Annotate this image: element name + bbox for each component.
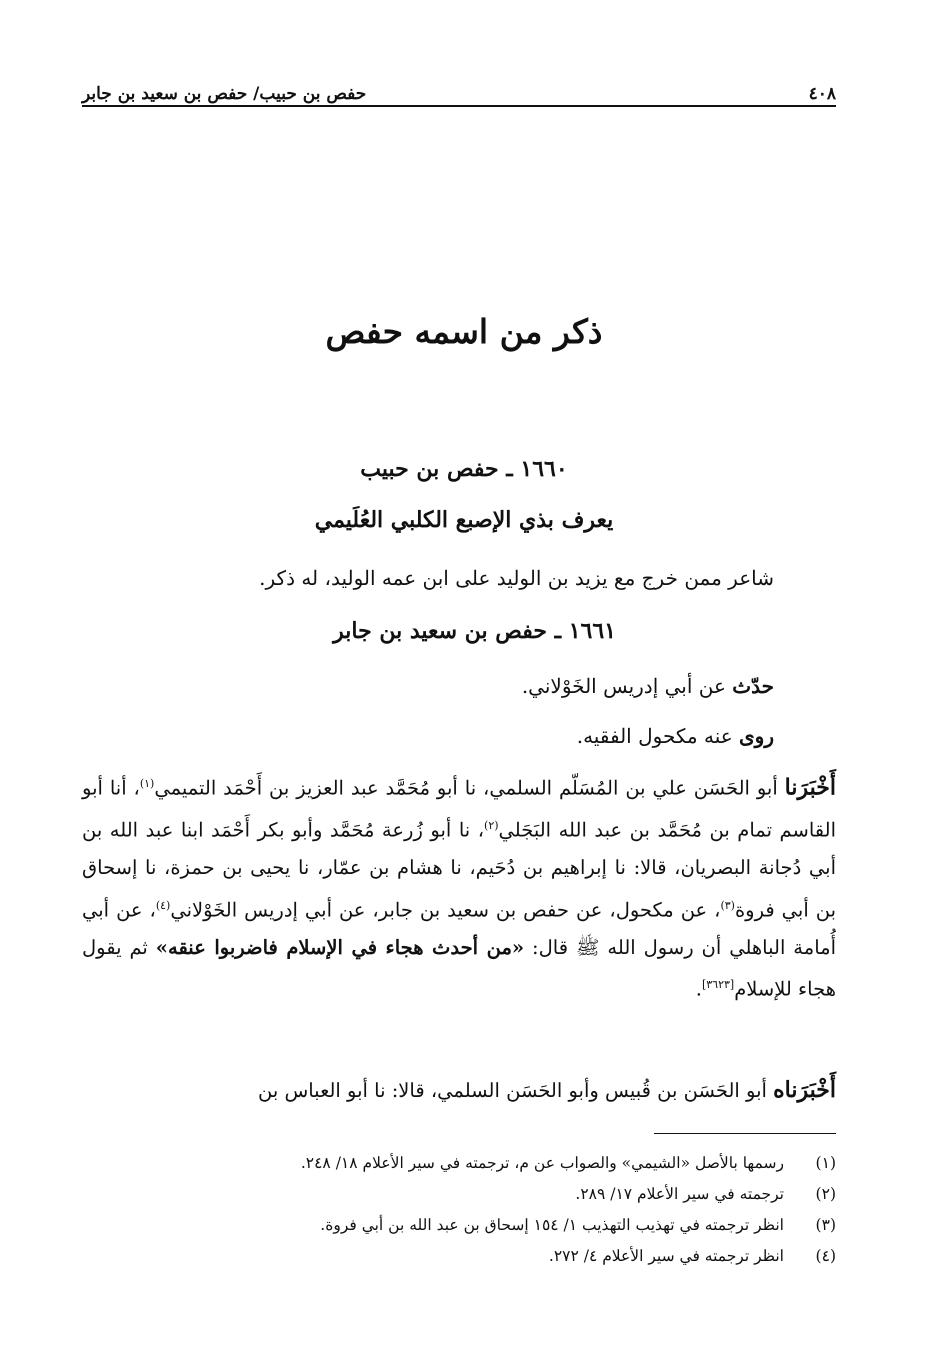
entry-1660-text: شاعر ممن خرج مع يزيد بن الوليد على ابن عمه الوليد، له ذكر. xyxy=(259,566,774,590)
footnote-ref-2: (٢) xyxy=(484,819,499,832)
entry-1661-heading: ١٦٦١ ـ حفص بن سعيد بن جابر xyxy=(333,618,616,644)
isnad-paragraph-2 xyxy=(82,1072,836,1110)
para1-lead: أَخْبَرَنا xyxy=(784,774,836,801)
hadith-text: «من أحدث هجاء في الإسلام فاضربوا عنقه» xyxy=(155,935,525,959)
footnote xyxy=(120,1241,836,1272)
footnote-ref-4: (٤) xyxy=(155,898,171,912)
footnote xyxy=(120,1179,836,1210)
narrated-lead: حدّث xyxy=(732,674,774,698)
footnote-text: انظر ترجمته في تهذيب التهذيب ١/ ١٥٤ إسحاق بن عبد الله بن أبي فروة. xyxy=(320,1216,784,1234)
entry-1661-line-transmitted xyxy=(577,724,774,748)
para1-text-f: ثم يقول هجاء للإسلام xyxy=(82,935,836,1001)
footnote-text: رسمها بالأصل «الشيمي» والصواب عن م، ترجمته في سير الأعلام ١٨/ ٢٤٨. xyxy=(300,1154,784,1172)
entry-1661-line-narrated xyxy=(522,674,774,698)
entry-1660-heading: ١٦٦٠ ـ حفص بن حبيب xyxy=(360,456,568,482)
footnotes xyxy=(120,1148,836,1272)
footnote-number: (٣) xyxy=(815,1216,836,1234)
para2-lead: أَخْبَرَناه xyxy=(773,1077,836,1103)
para1-text-a: أبو الحَسَن علي بن المُسَلّم السلمي، نا أبو مُحَمَّد عبد العزيز بن أَحْمَد التميمي xyxy=(154,776,778,800)
running-header xyxy=(82,74,836,104)
footnote-text: ترجمته في سير الأعلام ١٧/ ٢٨٩. xyxy=(575,1185,784,1203)
para2-text: أبو الحَسَن بن قُبيس وأبو الحَسَن السلمي، قالا: نا أبو العباس بن xyxy=(257,1079,767,1102)
para1-text-g: . xyxy=(695,977,702,1001)
header-rule xyxy=(82,105,836,107)
transmitted-lead: روى xyxy=(739,724,774,748)
transmitted-rest: عنه مكحول الفقيه. xyxy=(576,724,733,748)
entry-1660-subheading: يعرف بذي الإصبع الكلبي العُلَيمي xyxy=(314,507,614,533)
page-number: ٤٠٨ xyxy=(808,84,836,104)
footnote-number: (٤) xyxy=(815,1247,836,1265)
hadith-reference-number: [٣٦٢٣] xyxy=(701,978,735,991)
isnad-paragraph-1 xyxy=(82,765,836,1008)
chapter-title: ذكر من اسمه حفص xyxy=(325,312,603,351)
footnote-rule xyxy=(654,1133,836,1134)
footnote-ref-1: (١) xyxy=(139,777,155,790)
narrated-rest: عن أبي إدريس الخَوْلاني. xyxy=(521,674,726,698)
running-title: حفص بن حبيب/ حفص بن سعيد بن جابر xyxy=(82,84,367,104)
footnote-ref-3: (٣) xyxy=(720,898,735,912)
footnote xyxy=(120,1210,836,1241)
footnote-number: (١) xyxy=(815,1154,836,1172)
para1-text-c: ، نا أبو زُرعة مُحَمَّد وأبو بكر أَحْمَد ابنا عبد الله بن أبي دُجانة البصريان، قالا: نا إبراهيم بن دُحَيم، نا هشام بن عمّار، نا يحيى بن حمزة، نا إسحاق بن أبي فروة xyxy=(82,818,836,921)
footnote-text: انظر ترجمته في سير الأعلام ٤/ ٢٧٢. xyxy=(548,1247,784,1265)
footnote-number: (٢) xyxy=(815,1185,836,1203)
para1-text-d: ، عن مكحول، عن حفص بن سعيد بن جابر، عن أبي إدريس الخَوْلاني xyxy=(170,898,721,921)
para1-text-b: ، أنا أبو القاسم تمام بن مُحَمَّد بن عبد الله البَجَلي xyxy=(82,776,837,842)
para1-text-e: ، عن أبي أُمامة الباهلي أن رسول الله ﷺ قال: xyxy=(82,898,836,959)
footnote xyxy=(120,1148,836,1179)
